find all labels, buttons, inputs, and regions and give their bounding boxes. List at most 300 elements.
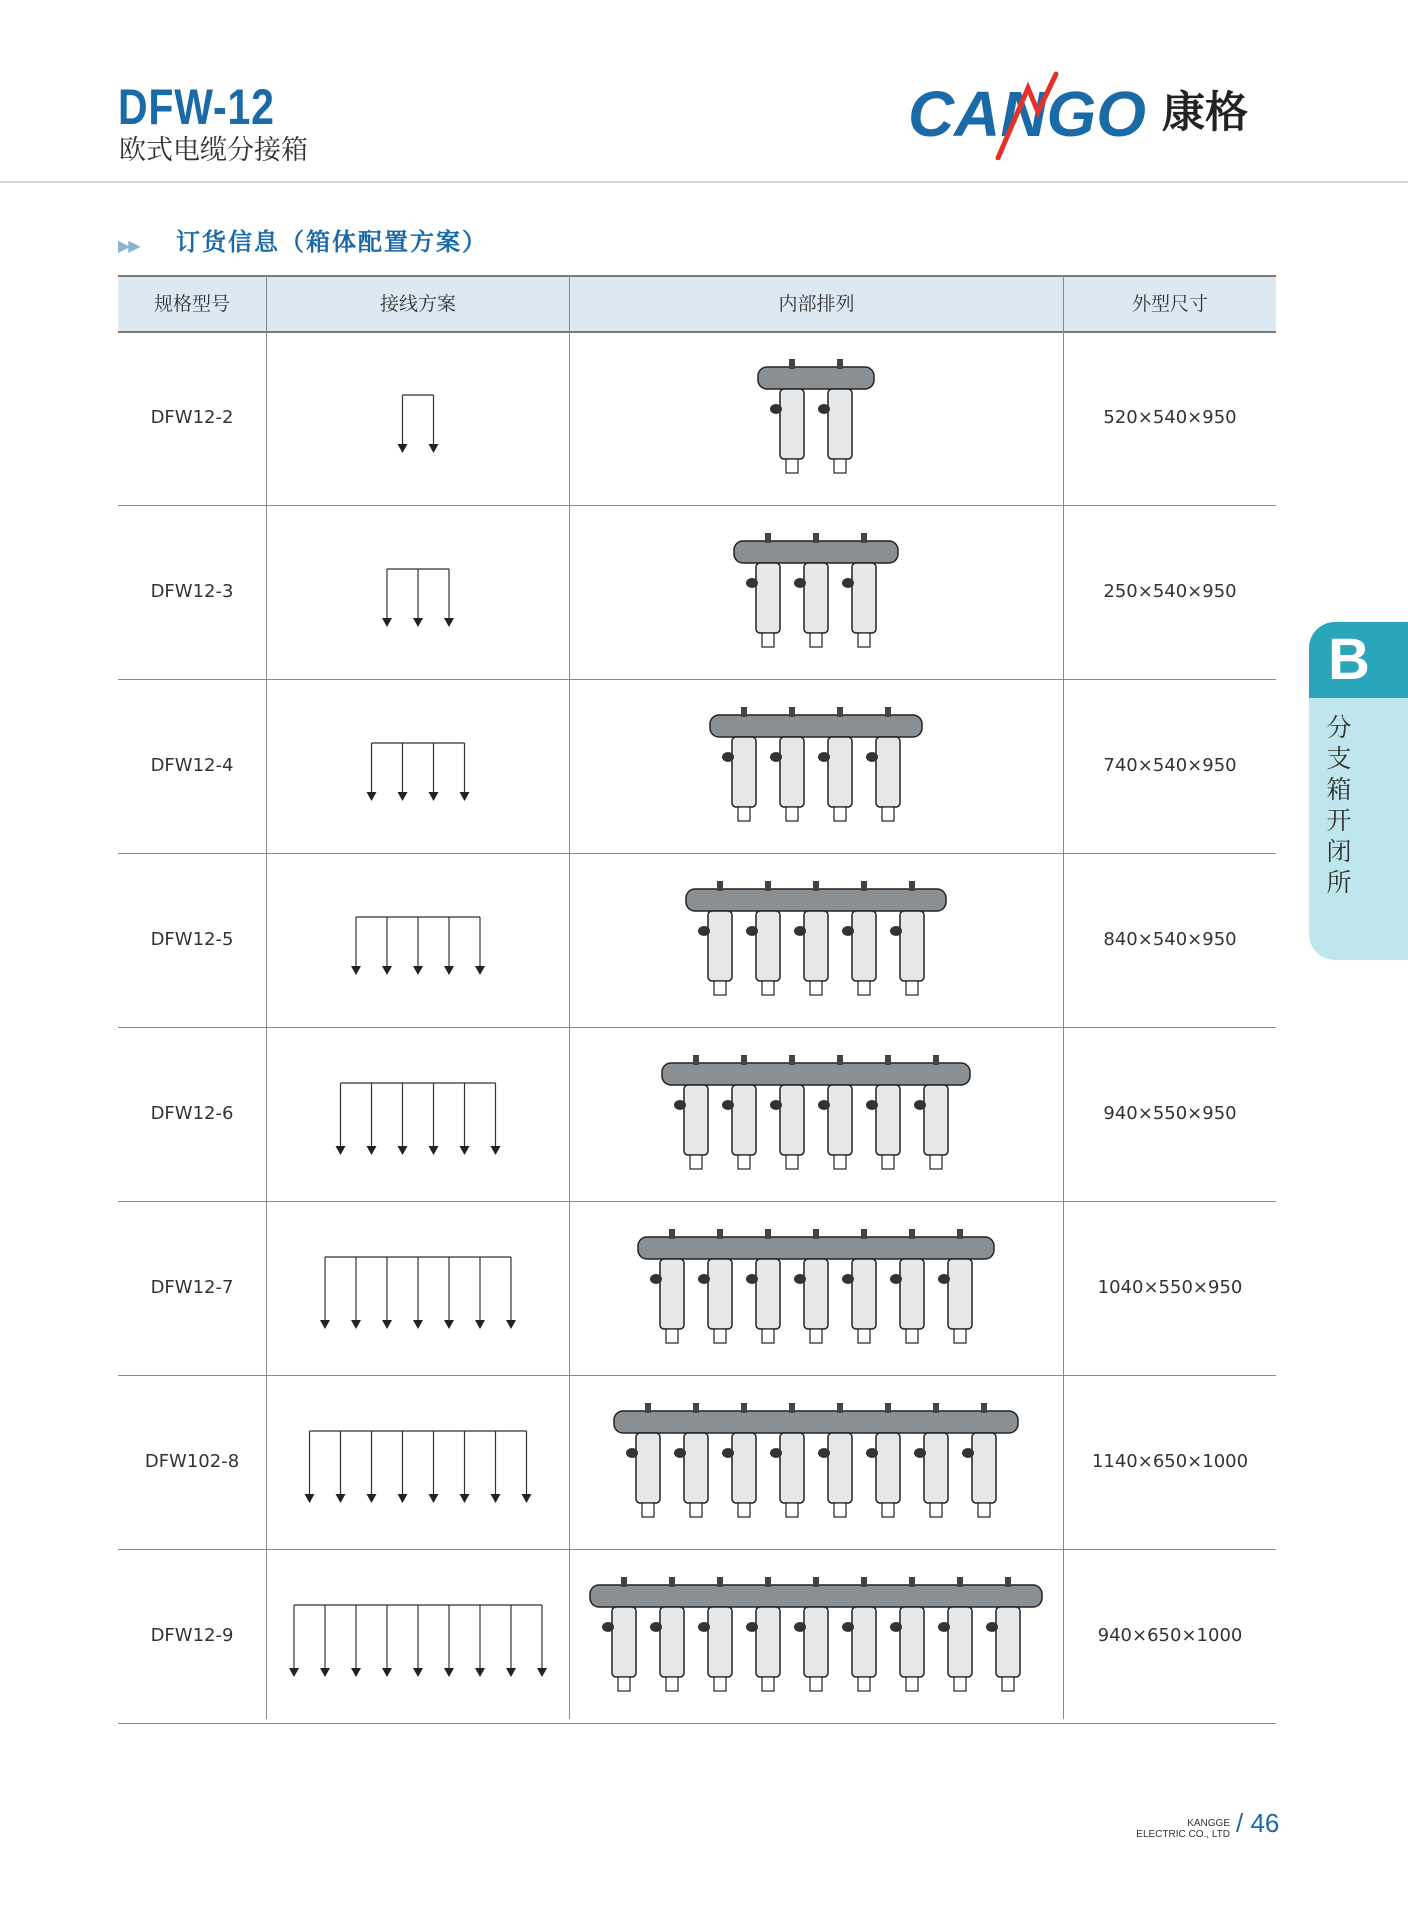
cable-terminal [666,1329,678,1343]
busbar-bolt [765,1229,771,1239]
internal-layout-cell [570,679,1063,853]
cable-terminal [762,981,774,995]
internal-layout-illustration [570,331,1063,505]
outlet-arrow-icon [506,1320,516,1329]
internal-layout-cell [570,853,1063,1027]
test-point-icon [770,1448,782,1458]
busbar-bolt [837,359,843,369]
outlet-arrow-icon [382,1320,392,1329]
connector-body [948,1607,972,1677]
model-cell: DFW102-8 [144,1451,240,1472]
outlet-arrow-icon [413,1320,423,1329]
cable-terminal [810,981,822,995]
connector-body [948,1259,972,1329]
connector-body [732,1085,756,1155]
internal-layout-illustration [570,679,1063,853]
cango-logo-mark [906,70,1156,160]
connector-body [828,737,852,807]
test-point-icon [698,1274,710,1284]
logo-chinese: 康格 [1162,88,1248,138]
busbar-bolt [717,1577,723,1587]
outlet-arrow-icon [289,1668,299,1677]
cable-terminal [882,1503,894,1517]
connector-body [708,1607,732,1677]
footer-company-line1: KANGGE [1187,1818,1230,1829]
busbar-bolt [909,881,915,891]
cable-terminal [762,1677,774,1691]
busbar-bolt [765,533,771,543]
test-point-icon [698,926,710,936]
connector-body [780,1433,804,1503]
busbar-body [758,367,874,389]
wiring-diagram [267,679,569,853]
connector-body [756,1259,780,1329]
busbar-bolt [717,1229,723,1239]
wiring-diagram [267,1027,569,1201]
test-point-icon [794,926,806,936]
outlet-arrow-icon [429,792,439,801]
wiring-diagram-cell [267,1375,569,1549]
busbar-body [590,1585,1042,1607]
internal-layout-illustration [570,1027,1063,1201]
busbar-bolt [861,1229,867,1239]
table-row [118,1375,1276,1550]
connector-body [684,1433,708,1503]
busbar-bolt [789,1055,795,1065]
outlet-arrow-icon [444,966,454,975]
test-point-icon [890,926,902,936]
outlet-arrow-icon [336,1146,346,1155]
internal-layout-cell [570,1027,1063,1201]
header-model: 规格型号 [153,293,230,315]
connector-body [732,737,756,807]
outlet-arrow-icon [367,1146,377,1155]
table-row [118,853,1276,1028]
test-point-icon [722,1448,734,1458]
test-point-icon [914,1448,926,1458]
connector-body [972,1433,996,1503]
outlet-arrow-icon [506,1668,516,1677]
tab-letter: B [1328,627,1370,692]
wiring-diagram-cell [267,679,569,853]
outlet-arrow-icon [351,1320,361,1329]
busbar-body [734,541,898,563]
cable-terminal [882,807,894,821]
table-row [118,1201,1276,1376]
dimensions-cell: 250×540×950 [1103,581,1237,602]
tab-label: 分支箱开闭所 [1326,713,1352,897]
outlet-arrow-icon [491,1146,501,1155]
test-point-icon [674,1100,686,1110]
section-tab-b[interactable] [1309,622,1408,960]
test-point-icon [818,1448,830,1458]
connector-body [708,911,732,981]
test-point-icon [986,1622,998,1632]
cable-terminal [810,1329,822,1343]
internal-layout-illustration [570,1201,1063,1375]
test-point-icon [770,1100,782,1110]
busbar-body [614,1411,1018,1433]
busbar-bolt [813,881,819,891]
connector-body [876,1085,900,1155]
connector-body [780,1085,804,1155]
model-cell: DFW12-4 [150,755,234,776]
connector-body [732,1433,756,1503]
model-cell: DFW12-5 [150,929,234,950]
cable-terminal [834,1155,846,1169]
connector-body [828,389,852,459]
outlet-arrow-icon [351,966,361,975]
test-point-icon [770,404,782,414]
cable-terminal [618,1677,630,1691]
connector-body [876,737,900,807]
cable-terminal [834,1503,846,1517]
connector-body [852,1607,876,1677]
dimensions-cell: 840×540×950 [1103,929,1237,950]
cable-terminal [930,1503,942,1517]
internal-layout-cell [570,331,1063,505]
table-row [118,1549,1276,1724]
busbar-bolt [837,707,843,717]
test-point-icon [866,1100,878,1110]
busbar-bolt [621,1577,627,1587]
busbar-bolt [909,1577,915,1587]
outlet-arrow-icon [460,792,470,801]
outlet-arrow-icon [382,966,392,975]
cable-terminal [690,1155,702,1169]
cable-terminal [858,633,870,647]
cable-terminal [882,1155,894,1169]
busbar-bolt [813,1577,819,1587]
test-point-icon [770,752,782,762]
cable-terminal [714,1677,726,1691]
busbar-bolt [741,707,747,717]
test-point-icon [818,404,830,414]
cable-terminal [906,1329,918,1343]
outlet-arrow-icon [413,618,423,627]
cable-terminal [954,1677,966,1691]
cable-terminal [738,1155,750,1169]
outlet-arrow-icon [367,1494,377,1503]
outlet-arrow-icon [382,1668,392,1677]
internal-layout-illustration [570,1549,1063,1723]
busbar-bolt [813,533,819,543]
wiring-diagram-cell [267,331,569,505]
connector-body [804,1607,828,1677]
internal-layout-cell [570,505,1063,679]
cable-terminal [690,1503,702,1517]
outlet-arrow-icon [444,1668,454,1677]
outlet-arrow-icon [398,1494,408,1503]
test-point-icon [938,1622,950,1632]
test-point-icon [650,1274,662,1284]
connector-body [900,1259,924,1329]
outlet-arrow-icon [475,1320,485,1329]
test-point-icon [842,926,854,936]
header-wiring: 接线方案 [379,293,456,315]
outlet-arrow-icon [382,618,392,627]
dimensions-cell: 940×550×950 [1103,1103,1237,1124]
outlet-arrow-icon [429,1146,439,1155]
outlet-arrow-icon [537,1668,547,1677]
cable-terminal [858,981,870,995]
test-point-icon [794,1622,806,1632]
busbar-bolt [717,881,723,891]
table-row [118,679,1276,854]
connector-body [804,1259,828,1329]
dimensions-cell: 1140×650×1000 [1091,1451,1249,1472]
connector-body [756,911,780,981]
internal-layout-cell [570,1375,1063,1549]
table-row [118,331,1276,506]
connector-body [900,911,924,981]
connector-body [756,1607,780,1677]
busbar-bolt [669,1229,675,1239]
busbar-bolt [789,1403,795,1413]
model-title: DFW-12 [118,79,275,135]
cable-terminal [762,633,774,647]
outlet-arrow-icon [336,1494,346,1503]
outlet-arrow-icon [475,966,485,975]
busbar-bolt [765,1577,771,1587]
test-point-icon [842,1622,854,1632]
test-point-icon [842,578,854,588]
cable-terminal [810,633,822,647]
section-title: 订货信息（箱体配置方案） [176,228,488,256]
test-point-icon [698,1622,710,1632]
cable-terminal [666,1677,678,1691]
cable-terminal [786,1503,798,1517]
test-point-icon [938,1274,950,1284]
connector-body [708,1259,732,1329]
busbar-body [686,889,946,911]
test-point-icon [890,1274,902,1284]
busbar-bolt [957,1229,963,1239]
cable-terminal [834,807,846,821]
outlet-arrow-icon [413,1668,423,1677]
connector-body [924,1433,948,1503]
cable-terminal [762,1329,774,1343]
model-cell: DFW12-6 [150,1103,234,1124]
dimensions-cell: 740×540×950 [1103,755,1237,776]
wiring-diagram [267,505,569,679]
busbar-bolt [693,1055,699,1065]
test-point-icon [746,1622,758,1632]
test-point-icon [746,578,758,588]
busbar-bolt [861,1577,867,1587]
busbar-bolt [1005,1577,1011,1587]
test-point-icon [602,1622,614,1632]
outlet-arrow-icon [460,1146,470,1155]
test-point-icon [866,752,878,762]
outlet-arrow-icon [444,1320,454,1329]
column-divider [1063,275,1064,1719]
cable-terminal [786,807,798,821]
dimensions-cell: 520×540×950 [1103,407,1237,428]
cable-terminal [786,1155,798,1169]
table-row [118,1027,1276,1202]
connector-body [852,911,876,981]
wiring-diagram-cell [267,1201,569,1375]
page-number: / 46 [1236,1808,1280,1838]
cable-terminal [834,459,846,473]
test-point-icon [650,1622,662,1632]
cable-terminal [642,1503,654,1517]
wiring-diagram [267,1549,569,1723]
busbar-bolt [741,1403,747,1413]
busbar-bolt [933,1055,939,1065]
outlet-arrow-icon [398,444,408,453]
outlet-arrow-icon [413,966,423,975]
busbar-bolt [789,359,795,369]
busbar-bolt [789,707,795,717]
connector-body [924,1085,948,1155]
cable-terminal [858,1677,870,1691]
test-point-icon [722,1100,734,1110]
table-row [118,505,1276,680]
wiring-diagram-cell [267,853,569,1027]
busbar-bolt [885,707,891,717]
busbar-bolt [813,1229,819,1239]
busbar-bolt [837,1055,843,1065]
test-point-icon [626,1448,638,1458]
busbar-bolt [861,533,867,543]
wiring-diagram [267,853,569,1027]
outlet-arrow-icon [444,618,454,627]
column-divider [266,275,267,1719]
cable-terminal [954,1329,966,1343]
footer-company [1130,1818,1230,1840]
internal-layout-cell [570,1549,1063,1723]
test-point-icon [818,752,830,762]
busbar-bolt [957,1577,963,1587]
busbar-body [638,1237,994,1259]
test-point-icon [842,1274,854,1284]
cable-terminal [738,1503,750,1517]
wiring-diagram [267,1375,569,1549]
cable-terminal [1002,1677,1014,1691]
dimensions-cell: 1040×550×950 [1097,1277,1243,1298]
cable-terminal [978,1503,990,1517]
header-divider [0,181,1408,183]
outlet-arrow-icon [522,1494,532,1503]
connector-body [636,1433,660,1503]
cable-terminal [714,1329,726,1343]
connector-body [996,1607,1020,1677]
connector-body [780,737,804,807]
model-cell: DFW12-2 [150,407,234,428]
cable-terminal [738,807,750,821]
busbar-bolt [981,1403,987,1413]
section-arrow-icon: ▶▶ [118,236,139,255]
connector-body [660,1607,684,1677]
connector-body [684,1085,708,1155]
busbar-bolt [645,1403,651,1413]
cable-terminal [906,981,918,995]
outlet-arrow-icon [398,792,408,801]
header-dimensions: 外型尺寸 [1131,293,1208,315]
model-cell: DFW12-3 [150,581,234,602]
column-divider [569,275,570,1719]
busbar-body [662,1063,970,1085]
cable-terminal [810,1677,822,1691]
busbar-bolt [693,1403,699,1413]
connector-body [828,1085,852,1155]
busbar-bolt [885,1055,891,1065]
busbar-bolt [933,1403,939,1413]
connector-body [612,1607,636,1677]
cable-terminal [858,1329,870,1343]
model-subtitle: 欧式电缆分接箱 [119,135,308,166]
busbar-bolt [669,1577,675,1587]
connector-body [780,389,804,459]
internal-layout-illustration [570,505,1063,679]
test-point-icon [674,1448,686,1458]
busbar-bolt [837,1403,843,1413]
outlet-arrow-icon [429,444,439,453]
test-point-icon [914,1100,926,1110]
test-point-icon [962,1448,974,1458]
test-point-icon [890,1622,902,1632]
test-point-icon [746,1274,758,1284]
outlet-arrow-icon [367,792,377,801]
outlet-arrow-icon [320,1668,330,1677]
tab-b-header [1309,622,1408,698]
connector-body [828,1433,852,1503]
outlet-arrow-icon [320,1320,330,1329]
cable-terminal [714,981,726,995]
test-point-icon [794,1274,806,1284]
model-cell: DFW12-7 [150,1277,234,1298]
header-layout: 内部排列 [778,293,855,315]
wiring-diagram-cell [267,1027,569,1201]
outlet-arrow-icon [429,1494,439,1503]
test-point-icon [722,752,734,762]
busbar-body [710,715,922,737]
test-point-icon [866,1448,878,1458]
internal-layout-cell [570,1201,1063,1375]
busbar-bolt [861,881,867,891]
logo-text: CANGO [908,78,1146,150]
outlet-arrow-icon [491,1494,501,1503]
outlet-arrow-icon [398,1146,408,1155]
outlet-arrow-icon [351,1668,361,1677]
wiring-diagram-cell [267,1549,569,1723]
internal-layout-illustration [570,1375,1063,1549]
busbar-bolt [741,1055,747,1065]
outlet-arrow-icon [305,1494,315,1503]
connector-body [804,911,828,981]
internal-layout-illustration [570,853,1063,1027]
outlet-arrow-icon [460,1494,470,1503]
outlet-arrow-icon [475,1668,485,1677]
table-header [118,275,1276,333]
connector-body [876,1433,900,1503]
busbar-bolt [885,1403,891,1413]
footer-company-line2: ELECTRIC CO., LTD [1136,1829,1230,1840]
cable-terminal [786,459,798,473]
busbar-bolt [765,881,771,891]
test-point-icon [818,1100,830,1110]
test-point-icon [794,578,806,588]
connector-body [900,1607,924,1677]
connector-body [756,563,780,633]
dimensions-cell: 940×650×1000 [1097,1625,1243,1646]
wiring-diagram [267,1201,569,1375]
busbar-bolt [909,1229,915,1239]
cable-terminal [930,1155,942,1169]
wiring-diagram [267,331,569,505]
